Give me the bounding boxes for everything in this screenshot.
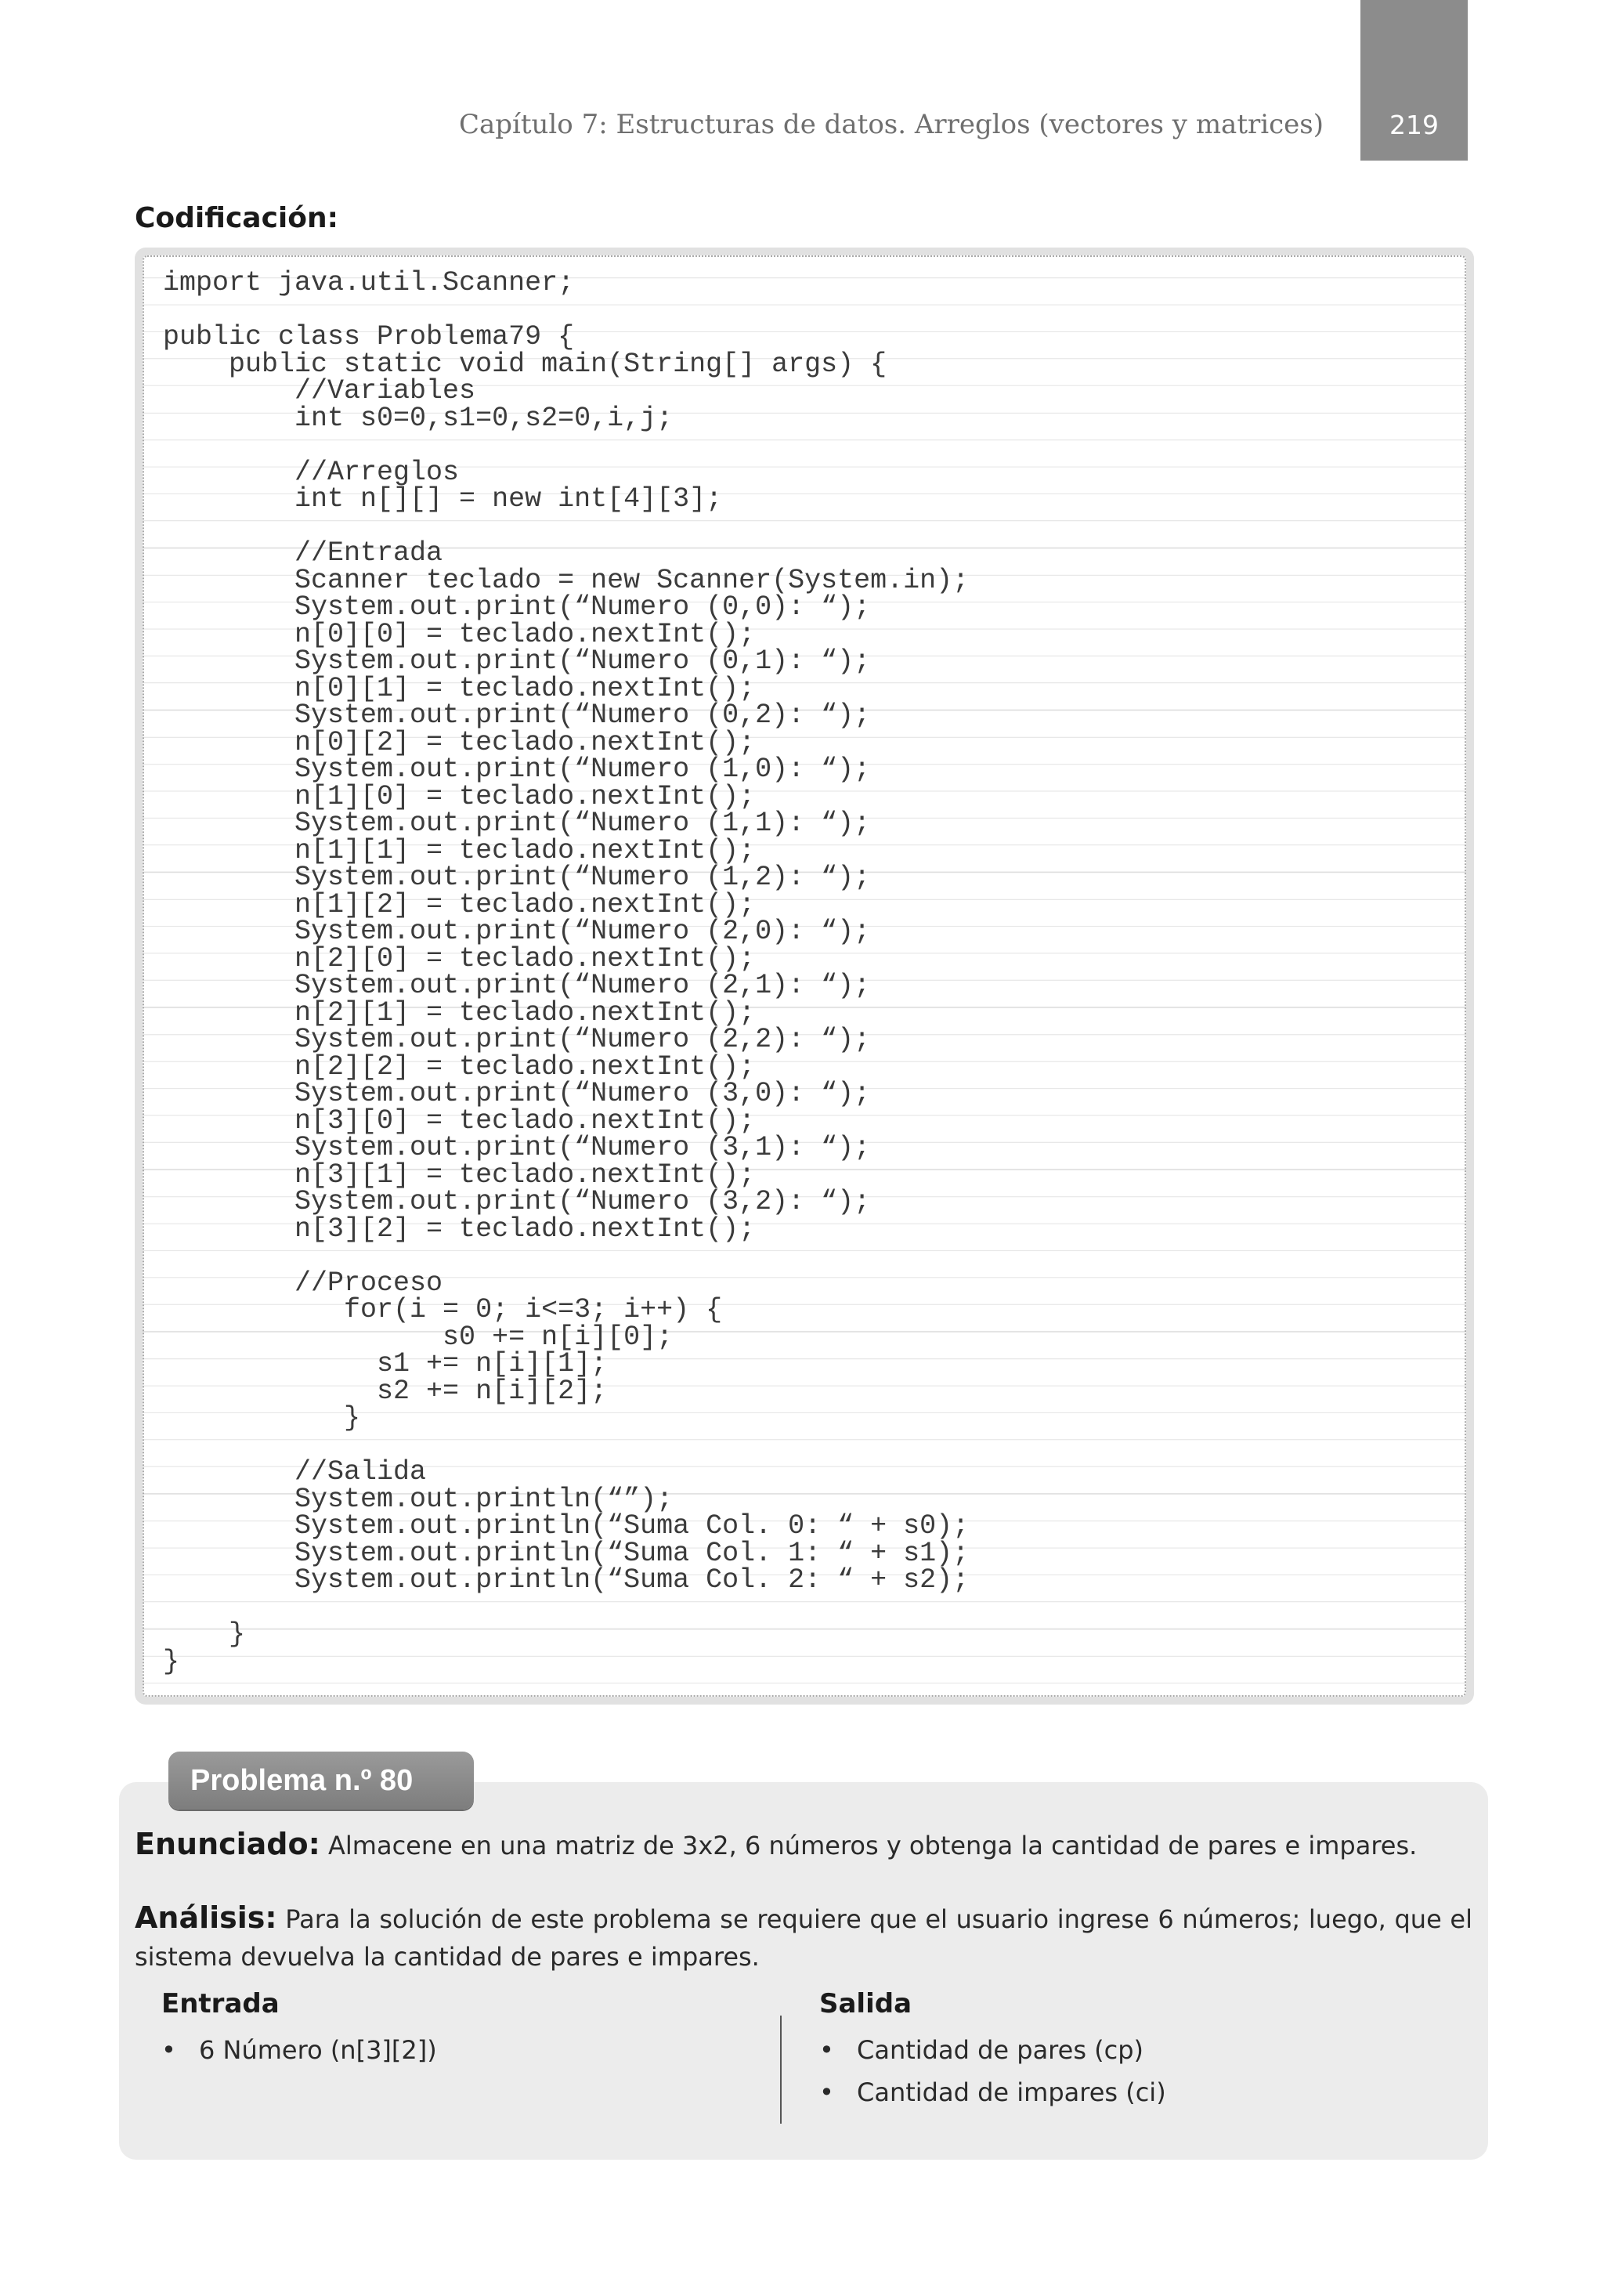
statement-text: Almacene en una matriz de 3x2, 6 números y obtenga la cantidad de pares e impares. bbox=[328, 1831, 1418, 1860]
code-listing-paper bbox=[143, 255, 1466, 1697]
running-header: Capítulo 7: Estructuras de datos. Arreglos (vectores y matrices) bbox=[458, 109, 1324, 140]
analysis-text: Para la solución de este problema se requiere que el usuario ingrese 6 números; luego, que el sistema devuelva la cantidad de pares e impares. bbox=[135, 1904, 1473, 1972]
input-list bbox=[161, 2029, 437, 2071]
analysis-label: Análisis: bbox=[135, 1900, 277, 1935]
problem-badge: Problema n.º 80 bbox=[168, 1752, 474, 1810]
input-heading: Entrada bbox=[161, 1988, 280, 2019]
page-number: 219 bbox=[1389, 110, 1439, 140]
statement-label: Enunciado: bbox=[135, 1827, 320, 1861]
bullet-icon: • bbox=[819, 2035, 834, 2065]
output-list bbox=[819, 2029, 1166, 2113]
output-item-text: Cantidad de pares (cp) bbox=[857, 2035, 1144, 2065]
list-item bbox=[161, 2029, 437, 2071]
code-listing-frame bbox=[135, 248, 1474, 1705]
output-heading: Salida bbox=[819, 1988, 912, 2019]
list-item bbox=[819, 2029, 1166, 2071]
output-item-text: Cantidad de impares (ci) bbox=[857, 2077, 1166, 2107]
coding-section-label: Codificación: bbox=[135, 202, 339, 234]
list-item bbox=[819, 2071, 1166, 2113]
statement-paragraph bbox=[135, 1825, 1472, 1864]
bullet-icon: • bbox=[161, 2035, 176, 2065]
column-divider bbox=[780, 2016, 782, 2124]
bullet-icon: • bbox=[819, 2077, 834, 2107]
code-listing: import java.util.Scanner; public class Problema79 { public static void main(String[] args) { //Variables int s0=0,s1=0,s2=0,i,j; //Arreglos int n[][] = new int[4][3]; //Entrada Scanner teclado = new Scanner(System.in); System.out.print(“Numero (0,0): “); n[0][0] = teclado.nextInt(); System.out.print(“Numero (0,1): “); n[0][1] = teclado.nextInt(); System.out.print(“Numero (0,2): “); n[0][2] = teclado.nextInt(); System.out.print(“Numero (1,0): “); n[1][0] = teclado.nextInt(); System.out.print(“Numero (1,1): “); n[1][1] = teclado.nextInt(); System.out.print(“Numero (1,2): “); n[1][2] = teclado.nextInt(); System.out.print(“Numero (2,0): “); n[2][0] = teclado.nextInt(); System.out.print(“Numero (2,1): “); n[2][1] = teclado.nextInt(); System.out.print(“Numero (2,2): “); n[2][2] = teclado.nextInt(); System.out.print(“Numero (3,0): “); n[3][0] = teclado.nextInt(); System.out.print(“Numero (3,1): “); n[3][1] = teclado.nextInt(); System.out.print(“Numero (3,2): “); n[3][2] = teclado.nextInt(); //Proceso for(i = 0; i<=3; i++) { s0 += n[i][0]; s1 += n[i][1]; s2 += n[i][2]; } //Salida System.out.println(“”); System.out.println(“Suma Col. 0: “ + s0); System.out.println(“Suma Col. 1: “ + s1); System.out.println(“Suma Col. 2: “ + s2); } } bbox=[163, 267, 970, 1677]
analysis-paragraph bbox=[135, 1899, 1472, 1976]
input-item-text: 6 Número (n[3][2]) bbox=[199, 2035, 437, 2065]
